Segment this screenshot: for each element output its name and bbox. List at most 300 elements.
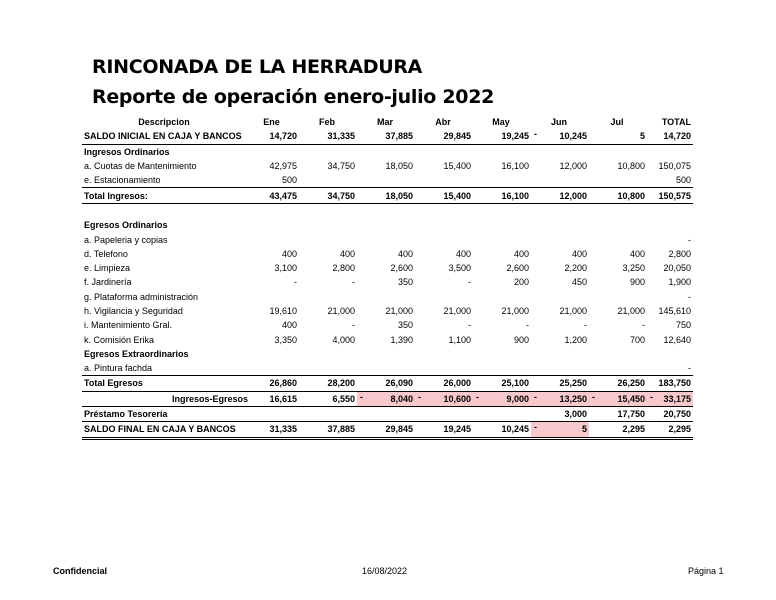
negative-sign: -	[476, 391, 479, 402]
cell-value: 16,100	[501, 190, 529, 201]
cell-mar	[357, 173, 415, 188]
cell-mar	[357, 129, 415, 144]
row-label: a. Pintura fachda	[82, 361, 246, 376]
cell-may	[473, 290, 531, 304]
row-label: a. Papeleria y copias	[84, 234, 168, 245]
cell-value: 9,000	[506, 393, 529, 404]
table-row	[82, 290, 693, 304]
negative-sign: -	[534, 129, 537, 140]
cell-ene	[246, 406, 299, 421]
cell-jun	[531, 290, 589, 304]
cell-may	[473, 376, 531, 391]
cell-value: 500	[281, 175, 297, 186]
cell-mar	[357, 406, 415, 421]
cell-jun	[531, 347, 589, 361]
cell-value: -	[468, 320, 471, 331]
negative-sign: -	[534, 422, 537, 433]
cell-value: 29,845	[443, 131, 471, 142]
cell-value: 8,040	[390, 393, 413, 404]
cell-mar	[357, 159, 415, 173]
header-abr: Abr	[435, 117, 451, 128]
cell-abr	[415, 275, 473, 289]
cell-jul	[589, 332, 647, 346]
cell-value: 150,575	[658, 190, 691, 201]
cell-value: -	[352, 277, 355, 288]
cell-value: 400	[571, 248, 587, 259]
cell-total	[647, 188, 693, 203]
cell-value: 12,000	[559, 190, 587, 201]
cell-value: 350	[397, 320, 413, 331]
cell-may	[473, 347, 531, 361]
cell-value: 3,100	[274, 263, 297, 274]
cell-mar	[357, 218, 415, 232]
cell-may	[473, 159, 531, 173]
cell-value: 1,900	[668, 277, 691, 288]
cell-value: 150,075	[658, 161, 691, 172]
cell-value: 37,885	[327, 424, 355, 435]
cell-jun	[531, 129, 589, 144]
table-row	[82, 261, 693, 275]
cell-mar	[357, 422, 415, 438]
table-row	[82, 218, 693, 232]
cell-total	[647, 203, 693, 218]
cell-value: 2,600	[390, 263, 413, 274]
footer-page: Página 1	[688, 566, 724, 576]
cell-mar	[357, 318, 415, 332]
cell-total	[647, 218, 693, 232]
cell-jun	[531, 275, 589, 289]
row-label: Total Egresos	[82, 376, 246, 391]
cell-mar	[357, 232, 415, 246]
cell-value: -	[688, 363, 691, 374]
cell-total	[647, 406, 693, 421]
cell-value: 500	[675, 175, 691, 186]
cell-total	[647, 129, 693, 144]
cell-value: -	[352, 320, 355, 331]
footer-confidential: Confidencial	[53, 566, 108, 576]
cell-total	[647, 318, 693, 332]
cell-abr	[415, 304, 473, 318]
report-title: RINCONADA DE LA HERRADURA	[92, 56, 423, 78]
cell-mar	[357, 144, 415, 159]
cell-value: 15,400	[443, 190, 471, 201]
cell-value: 28,200	[327, 378, 355, 389]
cell-ene	[246, 232, 299, 246]
cell-value: 6,550	[332, 393, 355, 404]
cell-jul	[589, 361, 647, 376]
cell-may	[473, 332, 531, 346]
cell-abr	[415, 159, 473, 173]
table-row	[82, 144, 693, 159]
cell-may	[473, 232, 531, 246]
cell-may	[473, 318, 531, 332]
cell-value: 450	[571, 277, 587, 288]
cell-jul	[589, 203, 647, 218]
cell-total	[647, 261, 693, 275]
cell-value: 19,245	[443, 424, 471, 435]
cell-value: 20,750	[663, 409, 691, 420]
cell-total	[647, 422, 693, 438]
cell-feb	[299, 422, 357, 438]
row-label: Total Ingresos:	[82, 188, 246, 203]
header-description: Descripcion	[138, 117, 190, 128]
cell-mar	[357, 247, 415, 261]
cell-ene	[246, 332, 299, 346]
cell-value: 2,600	[506, 263, 529, 274]
cell-abr	[415, 290, 473, 304]
cell-feb	[299, 188, 357, 203]
cell-feb	[299, 376, 357, 391]
cell-mar	[357, 290, 415, 304]
cell-total	[647, 304, 693, 318]
cell-abr	[415, 422, 473, 438]
cell-abr	[415, 347, 473, 361]
cell-value: -	[584, 320, 587, 331]
cell-value: 43,475	[269, 190, 297, 201]
negative-sign: -	[534, 391, 537, 402]
cell-value: 10,800	[617, 161, 645, 172]
cell-ene	[246, 290, 299, 304]
cell-value: 10,245	[501, 424, 529, 435]
cell-may	[473, 188, 531, 203]
cell-value: 2,295	[668, 424, 691, 435]
cell-value: 19,610	[269, 306, 297, 316]
cell-value: 2,200	[564, 263, 587, 274]
cell-value: 21,000	[385, 306, 413, 316]
cell-value: 13,250	[559, 393, 587, 404]
cell-abr	[415, 218, 473, 232]
report-subtitle: Reporte de operación enero-julio 2022	[92, 86, 495, 108]
cell-jul	[589, 391, 647, 406]
cell-jun	[531, 159, 589, 173]
cell-value: 1,100	[448, 334, 471, 345]
cell-may	[473, 129, 531, 144]
cell-feb	[299, 173, 357, 188]
cell-value: 350	[397, 277, 413, 288]
table-row	[82, 247, 693, 261]
row-label: Ingresos Ordinarios	[84, 146, 170, 157]
cell-ene	[246, 173, 299, 188]
cell-value: 31,335	[269, 424, 297, 435]
cell-may	[473, 361, 531, 376]
cell-may	[473, 203, 531, 218]
cell-value: 21,000	[327, 306, 355, 316]
cell-value: 26,860	[269, 378, 297, 389]
cell-jul	[589, 275, 647, 289]
cell-feb	[299, 203, 357, 218]
cell-ene	[246, 376, 299, 391]
cell-abr	[415, 361, 473, 376]
cell-abr	[415, 247, 473, 261]
footer-date: 16/08/2022	[362, 566, 408, 576]
cell-feb	[299, 406, 357, 421]
table-row	[82, 275, 693, 289]
cell-abr	[415, 203, 473, 218]
cell-jul	[589, 406, 647, 421]
row-label: e. Estacionamiento	[82, 173, 246, 188]
cell-abr	[415, 261, 473, 275]
table-row	[82, 304, 693, 318]
cell-value: 21,000	[559, 306, 587, 316]
table-row	[82, 203, 693, 218]
cell-feb	[299, 129, 357, 144]
cell-ene	[246, 129, 299, 144]
cell-feb	[299, 361, 357, 376]
cell-value: 1,200	[564, 334, 587, 345]
row-label: Ingresos-Egresos	[82, 391, 246, 406]
cell-mar	[357, 361, 415, 376]
cell-value: 33,175	[663, 393, 691, 404]
cell-total	[647, 275, 693, 289]
cell-ene	[246, 361, 299, 376]
row-label: f. Jardinería	[84, 277, 132, 288]
cell-jul	[589, 247, 647, 261]
cell-value: 25,250	[559, 378, 587, 389]
cell-total	[647, 159, 693, 173]
cell-abr	[415, 376, 473, 391]
cell-feb	[299, 347, 357, 361]
cell-value: 900	[629, 277, 645, 288]
cell-mar	[357, 376, 415, 391]
cell-value: 12,000	[559, 161, 587, 172]
cell-jul	[589, 144, 647, 159]
cell-ene	[246, 347, 299, 361]
row-label: a. Cuotas de Mantenimiento	[84, 161, 197, 172]
cell-jun	[531, 376, 589, 391]
cell-jun	[531, 188, 589, 203]
cell-jul	[589, 129, 647, 144]
cell-total	[647, 144, 693, 159]
cell-value: 400	[397, 248, 413, 259]
cell-value: 400	[281, 248, 297, 259]
cell-feb	[299, 290, 357, 304]
cell-feb	[299, 159, 357, 173]
cell-value: 42,975	[269, 161, 297, 172]
cell-value: 2,800	[668, 248, 691, 259]
cell-may	[473, 218, 531, 232]
cell-jul	[589, 318, 647, 332]
cell-abr	[415, 232, 473, 246]
cell-value: 700	[629, 334, 645, 345]
header-jun: Jun	[550, 117, 567, 128]
cell-value: -	[688, 234, 691, 245]
cell-total	[647, 347, 693, 361]
cell-jul	[589, 159, 647, 173]
row-label: Préstamo Tesorería	[82, 406, 246, 421]
negative-sign: -	[650, 391, 653, 402]
table-row	[82, 376, 693, 391]
header-feb: Feb	[318, 117, 335, 128]
header-jul: Jul	[610, 117, 624, 128]
table-row	[82, 332, 693, 346]
cell-value: 26,250	[617, 378, 645, 389]
cell-mar	[357, 332, 415, 346]
row-label: h. Vigilancia y Seguridad	[84, 306, 183, 316]
cell-jun	[531, 247, 589, 261]
row-label: e. Limpieza	[84, 263, 131, 274]
cell-ene	[246, 203, 299, 218]
cell-value: 10,600	[443, 393, 471, 404]
table-row	[82, 129, 693, 144]
cell-value: 19,245	[501, 131, 529, 142]
cell-value: 31,335	[327, 131, 355, 142]
cell-jul	[589, 304, 647, 318]
row-label: SALDO INICIAL EN CAJA Y BANCOS	[82, 129, 246, 144]
header-may: May	[492, 117, 510, 128]
table-row	[82, 406, 693, 421]
cell-jul	[589, 232, 647, 246]
cell-value: 37,885	[385, 131, 413, 142]
row-label: SALDO FINAL EN CAJA Y BANCOS	[82, 422, 246, 438]
row-label: Egresos Ordinarios	[84, 220, 168, 231]
cell-value: 145,610	[658, 306, 691, 316]
cell-value: 1,390	[390, 334, 413, 345]
cell-value: 900	[513, 334, 529, 345]
cell-total	[647, 391, 693, 406]
cell-total	[647, 290, 693, 304]
cell-value: 400	[513, 248, 529, 259]
cell-mar	[357, 391, 415, 406]
table-row	[82, 391, 693, 406]
cell-abr	[415, 188, 473, 203]
cell-ene	[246, 144, 299, 159]
negative-sign: -	[360, 391, 363, 402]
cell-feb	[299, 144, 357, 159]
cell-jun	[531, 422, 589, 438]
cell-ene	[246, 247, 299, 261]
cell-mar	[357, 188, 415, 203]
cell-feb	[299, 232, 357, 246]
cell-value: 29,845	[385, 424, 413, 435]
row-label: i. Mantenimiento Gral.	[84, 320, 173, 331]
cell-mar	[357, 261, 415, 275]
cell-value: -	[642, 320, 645, 331]
table-row	[82, 159, 693, 173]
cell-abr	[415, 318, 473, 332]
cell-value: -	[688, 291, 691, 302]
table-row	[82, 361, 693, 376]
cell-feb	[299, 318, 357, 332]
cell-value: 26,000	[443, 378, 471, 389]
cell-feb	[299, 332, 357, 346]
cell-value: 12,640	[663, 334, 691, 345]
cell-value: 14,720	[663, 131, 691, 142]
report-table	[82, 115, 693, 440]
cell-value: 400	[339, 248, 355, 259]
table-body	[82, 129, 693, 438]
cell-total	[647, 376, 693, 391]
cell-value: 400	[455, 248, 471, 259]
cell-mar	[357, 304, 415, 318]
cell-value: -	[294, 277, 297, 288]
cell-abr	[415, 391, 473, 406]
cell-jul	[589, 218, 647, 232]
cell-value: 2,295	[622, 424, 645, 435]
header-mar: Mar	[376, 117, 393, 128]
cell-jun	[531, 203, 589, 218]
cell-value: 15,400	[443, 161, 471, 172]
cell-may	[473, 144, 531, 159]
cell-value: 2,800	[332, 263, 355, 274]
table-header-row	[82, 115, 693, 129]
cell-ene	[246, 318, 299, 332]
cell-value: 200	[513, 277, 529, 288]
table-row	[82, 422, 693, 438]
cell-may	[473, 275, 531, 289]
cell-value: 3,350	[274, 334, 297, 345]
cell-feb	[299, 275, 357, 289]
cell-value: 26,090	[385, 378, 413, 389]
table-row	[82, 232, 693, 246]
table-row	[82, 188, 693, 203]
cell-may	[473, 422, 531, 438]
cell-ene	[246, 218, 299, 232]
cell-value: -	[468, 277, 471, 288]
cell-value: 10,245	[559, 131, 587, 142]
cell-value: 34,750	[327, 190, 355, 201]
cell-jul	[589, 261, 647, 275]
cell-jul	[589, 376, 647, 391]
cell-jun	[531, 173, 589, 188]
cell-jun	[531, 144, 589, 159]
cell-may	[473, 304, 531, 318]
cell-value: 4,000	[332, 334, 355, 345]
table-row	[82, 173, 693, 188]
cell-value: 20,050	[663, 263, 691, 274]
cell-jun	[531, 318, 589, 332]
cell-value: 18,050	[385, 190, 413, 201]
cell-feb	[299, 304, 357, 318]
cell-value: 3,250	[622, 263, 645, 274]
cell-jul	[589, 188, 647, 203]
cell-value: 14,720	[269, 131, 297, 142]
cell-abr	[415, 332, 473, 346]
cell-jun	[531, 391, 589, 406]
cell-mar	[357, 275, 415, 289]
cell-jul	[589, 173, 647, 188]
cell-value: 17,750	[617, 409, 645, 420]
cell-ene	[246, 275, 299, 289]
cell-value: 183,750	[658, 378, 691, 389]
cell-jun	[531, 261, 589, 275]
cell-jun	[531, 232, 589, 246]
table-row	[82, 347, 693, 361]
cell-value: 10,800	[617, 190, 645, 201]
cell-value: 5	[639, 131, 645, 142]
row-label: g. Plataforma administración	[84, 291, 199, 302]
cell-jun	[531, 406, 589, 421]
cell-may	[473, 247, 531, 261]
cell-mar	[357, 347, 415, 361]
header-ene: Ene	[263, 117, 280, 128]
cell-jun	[531, 304, 589, 318]
cell-mar	[357, 203, 415, 218]
cell-jul	[589, 422, 647, 438]
cell-value: 25,100	[501, 378, 529, 389]
cell-value: 5	[581, 424, 587, 435]
row-label: d. Telefono	[84, 248, 128, 259]
cell-jul	[589, 347, 647, 361]
cell-value: 34,750	[327, 161, 355, 172]
cell-value: 15,450	[617, 393, 645, 404]
cell-ene	[246, 391, 299, 406]
cell-feb	[299, 261, 357, 275]
cell-abr	[415, 173, 473, 188]
cell-may	[473, 261, 531, 275]
row-label: k. Comisión Erika	[84, 334, 155, 345]
cell-value: 18,050	[385, 161, 413, 172]
cell-ene	[246, 159, 299, 173]
